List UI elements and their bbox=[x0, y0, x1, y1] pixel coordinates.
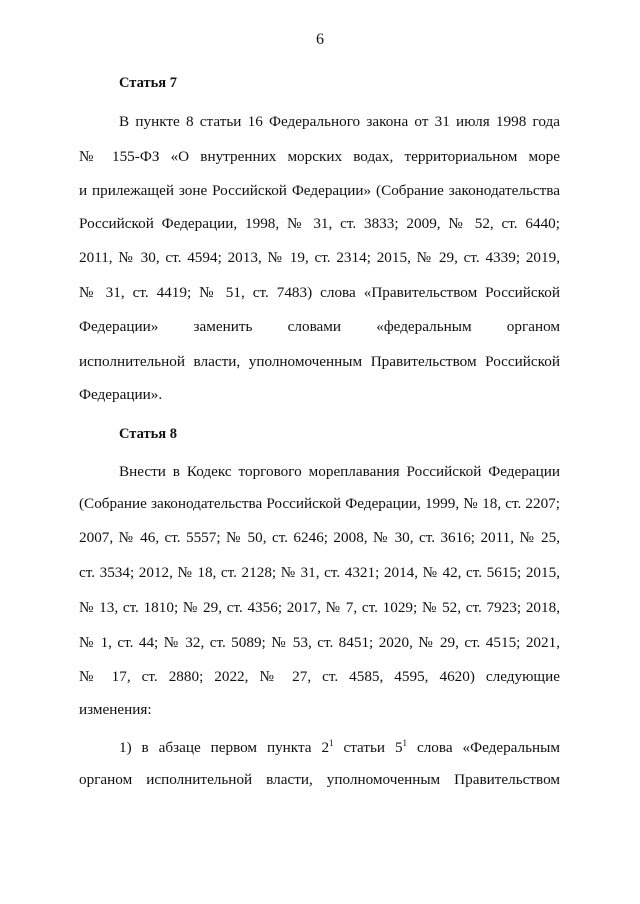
article-8-line: № 17, ст. 2880; 2022, № 27, ст. 4585, 4595, 4620) следующие bbox=[79, 668, 560, 685]
article-7-line: В пункте 8 статьи 16 Федерального закона от 31 июля 1998 года bbox=[119, 113, 560, 130]
article-8-line: Внести в Кодекс торгового мореплавания Российской Федерации bbox=[119, 463, 560, 480]
article-8-line: ст. 3534; 2012, № 18, ст. 2128; № 31, ст. 4321; 2014, № 42, ст. 5615; 2015, bbox=[79, 564, 560, 581]
item-1-line bbox=[119, 738, 560, 758]
article-7-line: Федерации» заменить словами «федеральным органом bbox=[79, 318, 560, 335]
article-7-heading: Статья 7 bbox=[119, 75, 177, 91]
item-1-line-2: органом исполнительной власти, уполномоченным Правительством bbox=[79, 771, 560, 788]
article-7-line: № 155-ФЗ «О внутренних морских водах, территориальном море bbox=[79, 148, 560, 165]
item-1-text-end: слова «Федеральным bbox=[407, 739, 560, 756]
article-8-line: (Собрание законодательства Российской Федерации, 1999, № 18, ст. 2207; bbox=[79, 495, 560, 512]
article-8-heading: Статья 8 bbox=[119, 426, 177, 442]
article-7-line: и прилежащей зоне Российской Федерации» (Собрание законодательства bbox=[79, 182, 560, 199]
page-number: 6 bbox=[316, 31, 324, 48]
article-7-line: Российской Федерации, 1998, № 31, ст. 3833; 2009, № 52, ст. 6440; bbox=[79, 215, 560, 232]
article-7-line: № 31, ст. 4419; № 51, ст. 7483) слова «Правительством Российской bbox=[79, 284, 560, 301]
item-1-text-middle: статьи 5 bbox=[333, 739, 403, 756]
item-1-text-start: 1) в абзаце первом пункта 2 bbox=[119, 739, 330, 756]
superscript-1: 1 bbox=[329, 738, 334, 748]
article-8-line: 2007, № 46, ст. 5557; № 50, ст. 6246; 2008, № 30, ст. 3616; 2011, № 25, bbox=[79, 529, 560, 546]
article-8-line: изменения: bbox=[79, 701, 152, 718]
article-7-line: исполнительной власти, уполномоченным Правительством Российской bbox=[79, 353, 560, 370]
article-7-line: 2011, № 30, ст. 4594; 2013, № 19, ст. 2314; 2015, № 29, ст. 4339; 2019, bbox=[79, 249, 560, 266]
article-8-line: № 13, ст. 1810; № 29, ст. 4356; 2017, № 7, ст. 1029; № 52, ст. 7923; 2018, bbox=[79, 599, 560, 616]
article-7-line: Федерации». bbox=[79, 386, 163, 403]
article-8-line: № 1, ст. 44; № 32, ст. 5089; № 53, ст. 8451; 2020, № 29, ст. 4515; 2021, bbox=[79, 634, 560, 651]
superscript-2: 1 bbox=[402, 738, 408, 748]
